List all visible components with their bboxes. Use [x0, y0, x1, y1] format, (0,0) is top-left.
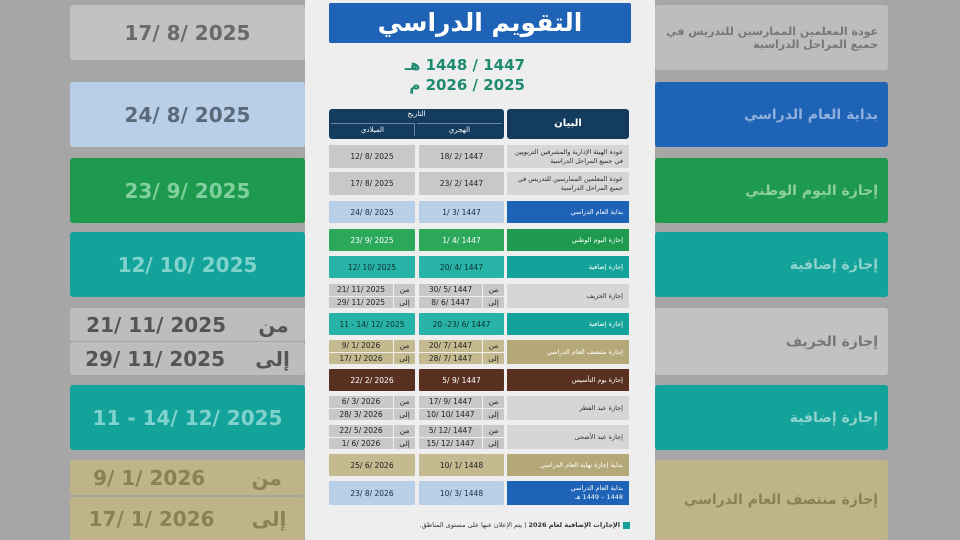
from-tag: من [394, 340, 415, 352]
hijri-date: 18/ 2/ 1447 [419, 145, 504, 168]
gregorian-date: 25/ 6/ 2026 [329, 454, 415, 476]
to-tag: إلى [483, 438, 504, 450]
gregorian-from-date: 21/ 11/ 2025 [329, 284, 393, 296]
bg-text: 11 - 14/ 12/ 2025 [92, 405, 283, 430]
row-label [507, 313, 629, 335]
bg-row [655, 82, 888, 147]
gregorian-to-date: 29/ 11/ 2025 [329, 297, 393, 309]
row-label [507, 396, 629, 420]
page-title: التقويم الدراسي [329, 3, 631, 43]
row-label-text: عودة الهيئة الإدارية والمشرفين التربويين في جميع المراحل الدراسية [515, 147, 623, 165]
bg-text: 17/ 1/ 2026 [88, 506, 215, 531]
row-label-text: بداية العام الدراسي [570, 484, 623, 492]
gregorian-from-date: 22/ 5/ 2026 [329, 425, 393, 437]
bg-row [70, 5, 305, 60]
bg-text: 23/ 9/ 2025 [124, 178, 251, 203]
from-tag: من [483, 396, 504, 408]
row-label-text: إجازة الخريف [586, 291, 623, 300]
row-label [507, 201, 629, 223]
bg-text: إجازة إضافية [789, 409, 878, 426]
hijri-years: 1447 / 1448 هـ [404, 56, 525, 74]
row-label [507, 145, 629, 168]
from-tag: من [394, 396, 415, 408]
bg-text: من [251, 465, 282, 490]
gregorian-date: 23/ 8/ 2026 [329, 481, 415, 505]
gregorian-date: 23/ 9/ 2025 [329, 229, 415, 251]
hijri-date: 10/ 1/ 1448 [419, 454, 504, 476]
gregorian-to-date: 1/ 6/ 2026 [329, 438, 393, 450]
row-label [507, 454, 629, 476]
row-label [507, 172, 629, 195]
hijri-from-date: 17/ 9/ 1447 [419, 396, 482, 408]
gregorian-to-date: 17/ 1/ 2026 [329, 353, 393, 365]
row-label [507, 481, 629, 505]
row-label [507, 229, 629, 251]
row-label-text: إجازة يوم التأسيس [571, 375, 623, 384]
gregorian-from-date: 9/ 1/ 2026 [329, 340, 393, 352]
bg-text: عودة المعلمين الممارسين للتدريس في جميع المراحل الدراسية [666, 24, 878, 51]
bg-text: بداية العام الدراسي [743, 106, 878, 123]
header-date: التاريخ [407, 110, 426, 118]
row-label-text: إجازة منتصف العام الدراسي [546, 347, 623, 356]
bg-row [70, 342, 305, 375]
row-label-text: إجازة اليوم الوطني [571, 235, 623, 244]
header-gregorian: الميلادي [331, 123, 415, 136]
row-label [507, 425, 629, 449]
to-tag: إلى [394, 409, 415, 421]
bg-text: إلى [255, 346, 290, 371]
bg-row [655, 308, 888, 375]
bg-row [70, 385, 305, 450]
hijri-date: 20/ 4/ 1447 [419, 256, 504, 278]
gregorian-years: 2025 / 2026 م [409, 76, 525, 94]
bg-text: إجازة منتصف العام الدراسي [683, 492, 878, 508]
bg-text: 9/ 1/ 2026 [93, 465, 206, 490]
row-label-text: عودة المعلمين الممارسين للتدريس في جميع المراحل الدراسية [517, 174, 623, 192]
hijri-from-date: 5/ 12/ 1447 [419, 425, 482, 437]
row-label-text: إجازة عيد الأضحى [574, 432, 623, 441]
from-tag: من [394, 425, 415, 437]
bg-row [70, 497, 305, 540]
hijri-date: 23/ 2/ 1447 [419, 172, 504, 195]
bg-text: إلى [251, 506, 287, 531]
row-label [507, 256, 629, 278]
header-statement-label: البيان [554, 118, 582, 129]
bg-row [70, 158, 305, 223]
from-tag: من [394, 284, 415, 296]
row-label [507, 284, 629, 308]
row-label [507, 340, 629, 364]
bg-row [70, 232, 305, 297]
bg-text: إجازة الخريف [785, 333, 878, 350]
gregorian-date: 12/ 8/ 2025 [329, 145, 415, 168]
hijri-date: 5/ 9/ 1447 [419, 369, 504, 391]
gregorian-date: 12/ 10/ 2025 [329, 256, 415, 278]
bg-row [70, 82, 305, 147]
hijri-to-date: 15/ 12/ 1447 [419, 438, 482, 450]
to-tag: إلى [483, 297, 504, 309]
gregorian-date: 17/ 8/ 2025 [329, 172, 415, 195]
hijri-date: 20 -23/ 6/ 1447 [419, 313, 504, 335]
header-hijri: الهجري [417, 123, 502, 136]
row-label-subtext: 1448 – 1449 هـ [575, 493, 623, 501]
bg-text: 29/ 11/ 2025 [85, 346, 225, 371]
to-tag: إلى [394, 297, 415, 309]
from-tag: من [483, 425, 504, 437]
hijri-to-date: 10/ 10/ 1447 [419, 409, 482, 421]
gregorian-from-date: 6/ 3/ 2026 [329, 396, 393, 408]
header-date-group [329, 109, 504, 139]
row-label-text: بداية العام الدراسي [570, 207, 623, 216]
row-label-text: إجازة عيد الفطر [579, 403, 623, 412]
to-tag: إلى [483, 353, 504, 365]
row-label [507, 369, 629, 391]
hijri-to-date: 28/ 7/ 1447 [419, 353, 482, 365]
bg-text: إجازة إضافية [789, 256, 878, 273]
bg-row [70, 460, 305, 495]
footer-note [420, 521, 630, 529]
hijri-date: 1/ 3/ 1447 [419, 201, 504, 223]
hijri-date: 10/ 3/ 1448 [419, 481, 504, 505]
to-tag: إلى [394, 438, 415, 450]
header-statement [507, 109, 629, 139]
bg-row [655, 385, 888, 450]
bg-text: 24/ 8/ 2025 [124, 102, 251, 127]
row-label-text: بداية إجازة نهاية العام الدراسي [540, 460, 623, 469]
bg-row [70, 308, 305, 341]
from-tag: من [483, 340, 504, 352]
bg-row [655, 158, 888, 223]
gregorian-date: 11 - 14/ 12/ 2025 [329, 313, 415, 335]
gregorian-date: 24/ 8/ 2025 [329, 201, 415, 223]
row-label-text: إجازة إضافية [588, 262, 623, 271]
gregorian-date: 22/ 2/ 2026 [329, 369, 415, 391]
hijri-from-date: 30/ 5/ 1447 [419, 284, 482, 296]
bg-text: 17/ 8/ 2025 [124, 20, 251, 45]
footer-bold: الإجازات الإضافية لعام 2026 [528, 521, 620, 529]
gregorian-to-date: 28/ 3/ 2026 [329, 409, 393, 421]
bg-row [655, 232, 888, 297]
row-label-text: إجازة إضافية [588, 319, 623, 328]
hijri-to-date: 8/ 6/ 1447 [419, 297, 482, 309]
footer-text: | يتم الإعلان عنها على مستوى المناطق. [419, 521, 529, 529]
bg-text: من [258, 312, 289, 337]
to-tag: إلى [394, 353, 415, 365]
bg-row [655, 5, 888, 70]
bg-row [655, 460, 888, 540]
to-tag: إلى [483, 409, 504, 421]
footer-square-icon [623, 522, 630, 529]
hijri-date: 1/ 4/ 1447 [419, 229, 504, 251]
bg-text: إجازة اليوم الوطني [745, 182, 878, 199]
from-tag: من [483, 284, 504, 296]
hijri-from-date: 20/ 7/ 1447 [419, 340, 482, 352]
bg-text: 21/ 11/ 2025 [86, 312, 227, 337]
bg-text: 12/ 10/ 2025 [117, 252, 258, 277]
